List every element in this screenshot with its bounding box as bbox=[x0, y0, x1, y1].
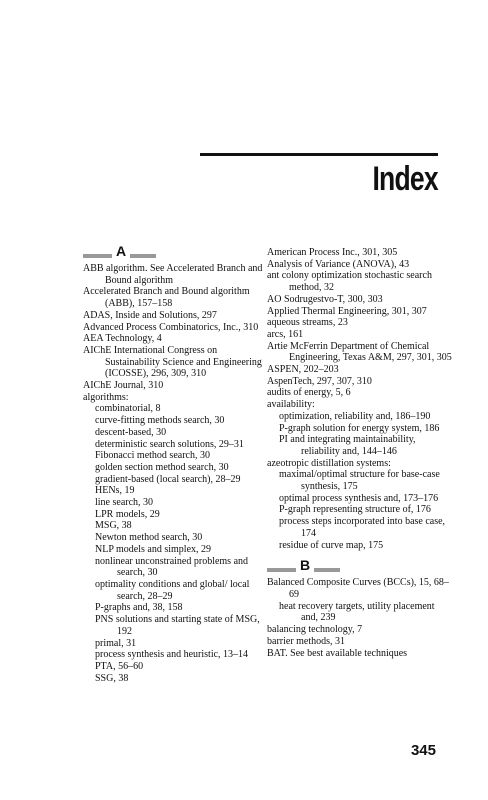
index-entry: Newton method search, 30 bbox=[95, 532, 203, 544]
index-entry: golden section method search, 30 bbox=[95, 461, 229, 473]
index-entry: gradient-based (local search), 28–29 bbox=[95, 473, 241, 485]
index-entry: ABB algorithm. See Accelerated Branch and Bound algorithm bbox=[83, 263, 263, 286]
index-entry: process synthesis and heuristic, 13–14 bbox=[95, 649, 249, 661]
page-title: Index bbox=[372, 160, 438, 198]
index-entry: process steps incorporated into base case, 174 bbox=[279, 516, 446, 539]
index-entry: P-graphs and, 38, 158 bbox=[95, 602, 183, 614]
section-heading-a bbox=[83, 243, 269, 263]
index-entry: azeotropic distillation systems: bbox=[267, 457, 391, 469]
index-entry: AO Sodrugestvo-T, 300, 303 bbox=[267, 293, 383, 305]
index-entry: nonlinear unconstrained problems and search, 30 bbox=[95, 555, 249, 579]
index-entry: algorithms: bbox=[83, 391, 129, 403]
index-entry: line search, 30 bbox=[95, 497, 154, 509]
index-entry: Advanced Process Combinatorics, Inc., 310 bbox=[83, 321, 259, 333]
index-column-right bbox=[267, 247, 453, 659]
index-entry: HENs, 19 bbox=[95, 485, 135, 497]
index-entry: American Process Inc., 301, 305 bbox=[267, 247, 398, 258]
index-entry: audits of energy, 5, 6 bbox=[267, 387, 351, 399]
section-letter: A bbox=[115, 243, 127, 259]
index-entry: ant colony optimization stochastic search method, 32 bbox=[267, 270, 432, 294]
heading-bar bbox=[83, 254, 112, 258]
index-entry: AEA Technology, 4 bbox=[83, 333, 162, 345]
index-entry: arcs, 161 bbox=[267, 328, 304, 340]
index-entry: P-graph solution for energy system, 186 bbox=[279, 422, 440, 434]
index-entry: optimization, reliability and, 186–190 bbox=[279, 410, 431, 422]
index-entry: ADAS, Inside and Solutions, 297 bbox=[83, 309, 217, 321]
index-entry: SSG, 38 bbox=[95, 672, 129, 684]
index-entry: MSG, 38 bbox=[95, 520, 132, 532]
index-entry: LPR models, 29 bbox=[95, 508, 160, 520]
index-entry: deterministic search solutions, 29–31 bbox=[95, 438, 244, 450]
index-entry: optimal process synthesis and, 173–176 bbox=[279, 492, 439, 504]
heading-bar bbox=[130, 254, 156, 258]
index-entry: Applied Thermal Engineering, 301, 307 bbox=[267, 305, 427, 317]
index-entry: Artie McFerrin Department of Chemical Engineering, Texas A&M, 297, 301, 305 bbox=[267, 340, 452, 364]
entry-list-right-b bbox=[267, 577, 453, 659]
index-entry: Analysis of Variance (ANOVA), 43 bbox=[267, 258, 410, 270]
index-entry: AIChE Journal, 310 bbox=[83, 380, 164, 392]
index-entry: ASPEN, 202–203 bbox=[267, 364, 339, 376]
index-entry: residue of curve map, 175 bbox=[279, 539, 384, 551]
index-entry: Balanced Composite Curves (BCCs), 15, 68–69 bbox=[267, 577, 449, 600]
index-entry: curve-fitting methods search, 30 bbox=[95, 415, 225, 427]
index-entry: descent-based, 30 bbox=[95, 426, 167, 438]
index-entry: PTA, 56–60 bbox=[95, 660, 144, 672]
index-entry: Fibonacci method search, 30 bbox=[95, 450, 210, 462]
heading-bar bbox=[314, 568, 340, 572]
index-entry: optimality conditions and global/ local search, 28–29 bbox=[95, 578, 250, 602]
index-entry: AspenTech, 297, 307, 310 bbox=[267, 375, 372, 387]
index-entry: barrier methods, 31 bbox=[267, 635, 346, 647]
index-entry: PNS solutions and starting state of MSG, 192 bbox=[95, 614, 260, 637]
heading-bar bbox=[267, 568, 296, 572]
index-entry: availability: bbox=[267, 399, 315, 411]
index-entry: PI and integrating maintainability, reliability and, 144–146 bbox=[279, 434, 416, 457]
section-spacer bbox=[267, 551, 453, 561]
index-entry: primal, 31 bbox=[95, 637, 137, 649]
entry-list-right-a bbox=[267, 247, 453, 551]
index-entry: NLP models and simplex, 29 bbox=[95, 543, 212, 555]
index-entry: balancing technology, 7 bbox=[267, 624, 363, 636]
header-rule bbox=[200, 153, 438, 156]
index-column-left bbox=[83, 243, 269, 684]
index-entry: P-graph representing structure of, 176 bbox=[279, 504, 431, 516]
index-entry: aqueous streams, 23 bbox=[267, 317, 348, 329]
index-entry: BAT. See best available techniques bbox=[267, 647, 408, 659]
index-entry: maximal/optimal structure for base-case synthesis, 175 bbox=[279, 469, 440, 493]
index-entry: AIChE International Congress on Sustainability Science and Engineering (ICOSSE), 296, 309, 310 bbox=[83, 344, 262, 380]
index-entry: heat recovery targets, utility placement and, 239 bbox=[279, 600, 435, 624]
entry-list-left bbox=[83, 263, 269, 684]
section-letter: B bbox=[299, 557, 311, 574]
index-entry: Accelerated Branch and Bound algorithm (ABB), 157–158 bbox=[83, 286, 250, 310]
page-number: 345 bbox=[410, 742, 436, 759]
index-entry: combinatorial, 8 bbox=[95, 403, 161, 415]
section-heading-b bbox=[267, 557, 453, 577]
